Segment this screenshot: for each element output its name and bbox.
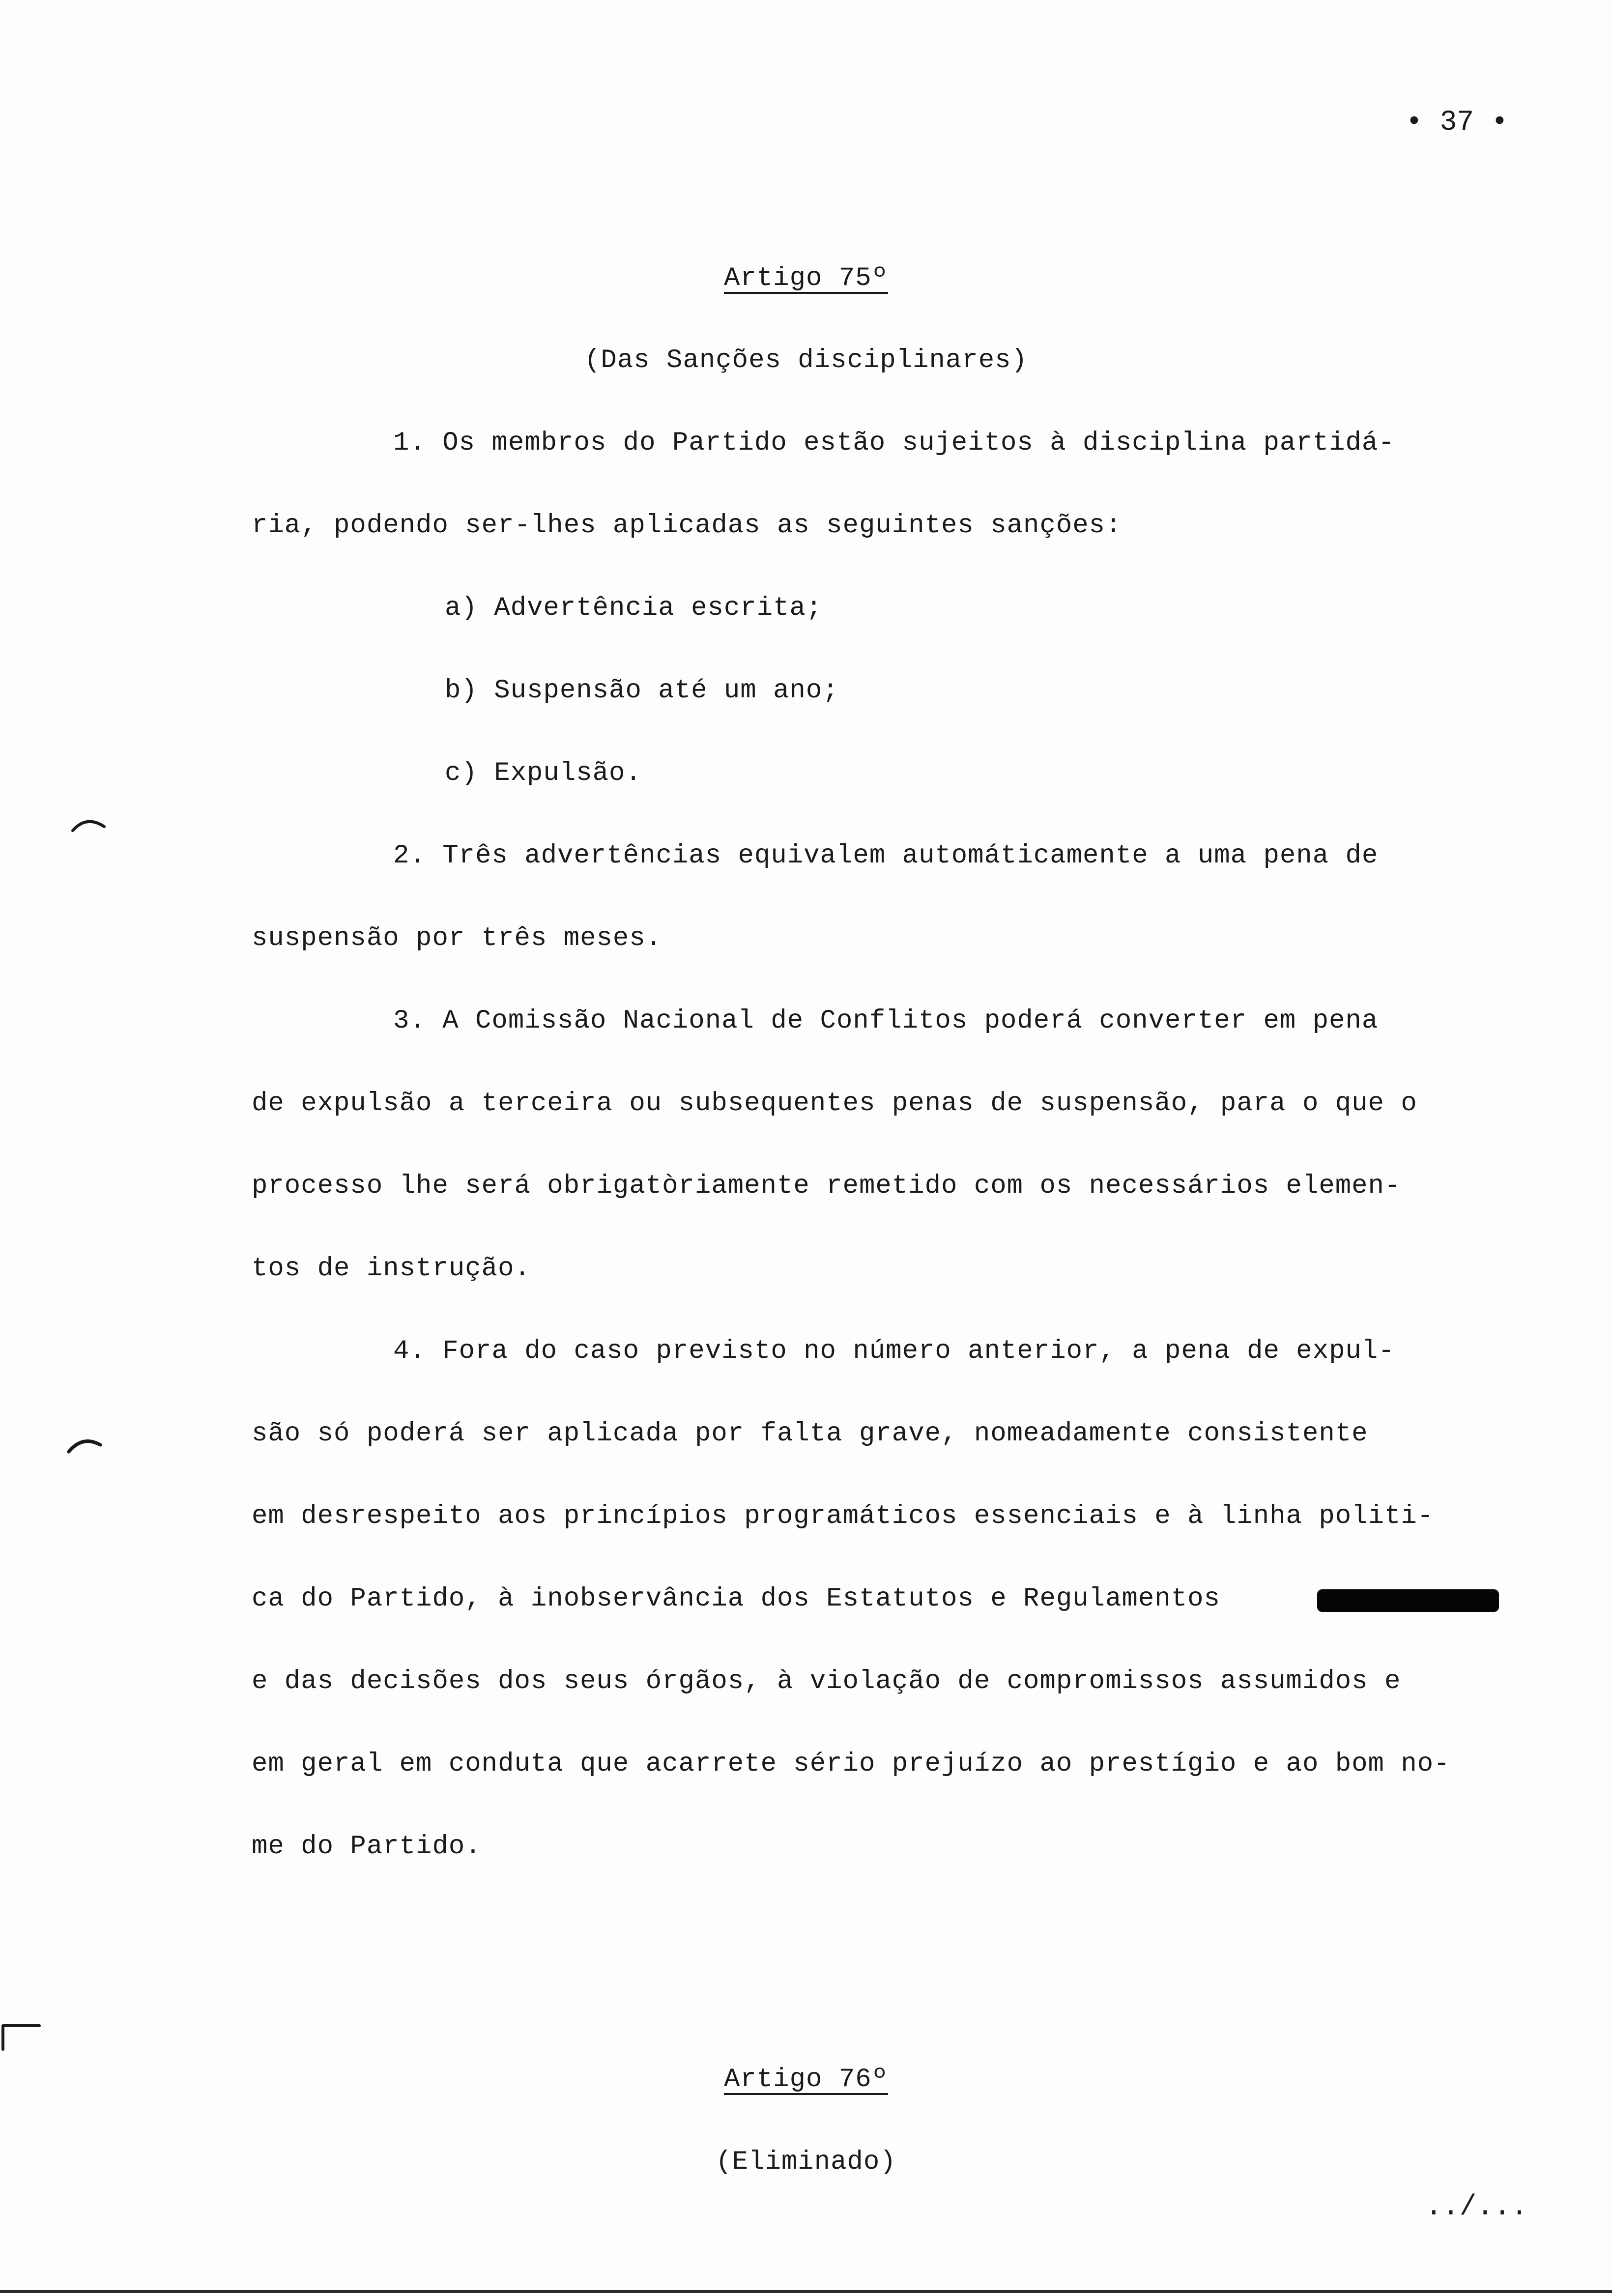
paragraph-4-line-1: 4. Fora do caso previsto no número anterior, a pena de expul- <box>393 1336 1395 1366</box>
page-bottom-edge <box>0 2290 1612 2293</box>
paragraph-3-line-3: processo lhe será obrigatòriamente remetido com os necessários elemen- <box>252 1171 1401 1201</box>
paragraph-1-line-2: ria, podendo ser-lhes aplicadas as seguintes sanções: <box>252 511 1122 541</box>
article-76-title: Artigo 76º <box>723 2065 889 2095</box>
paragraph-4-line-5: e das decisões dos seus órgãos, à violação de compromissos assumidos e <box>252 1666 1401 1696</box>
paragraph-4-line-6: em geral em conduta que acarrete sério prejuízo ao prestígio e ao bom no- <box>252 1749 1450 1779</box>
continuation-mark: ../... <box>1425 2191 1528 2223</box>
binder-mark-icon <box>64 1425 103 1464</box>
paragraph-4-line-7: me do Partido. <box>252 1832 482 1862</box>
article-76-subtitle: (Eliminado) <box>716 2147 896 2177</box>
paragraph-4-line-4: ca do Partido, à inobservância dos Estatutos e Regulamentos <box>252 1584 1220 1614</box>
paragraph-2-line-1: 2. Três advertências equivalem automáticamente a uma pena de <box>393 841 1379 871</box>
paragraph-3-line-4: tos de instrução. <box>252 1254 531 1284</box>
binder-mark-icon <box>69 806 108 845</box>
list-item-c: c) Expulsão. <box>445 758 642 788</box>
redaction-mark <box>1317 1589 1499 1612</box>
list-item-a: a) Advertência escrita; <box>445 593 823 623</box>
paragraph-1-line-1: 1. Os membros do Partido estão sujeitos à disciplina partidá- <box>393 428 1395 458</box>
article-75-title: Artigo 75º <box>723 263 889 293</box>
paragraph-4-line-3: em desrespeito aos princípios programáticos essenciais e à linha politi- <box>252 1501 1434 1531</box>
corner-mark-icon <box>0 2020 44 2054</box>
paragraph-3-line-2: de expulsão a terceira ou subsequentes penas de suspensão, para o que o <box>252 1089 1417 1119</box>
page-number: • 37 • <box>1406 107 1508 139</box>
article-75-subtitle: (Das Sanções disciplinares) <box>584 345 1028 375</box>
paragraph-4-line-2: são só poderá ser aplicada por falta grave, nomeadamente consistente <box>252 1419 1368 1449</box>
paragraph-3-line-1: 3. A Comissão Nacional de Conflitos poderá converter em pena <box>393 1006 1379 1036</box>
paragraph-2-line-2: suspensão por três meses. <box>252 923 662 953</box>
list-item-b: b) Suspensão até um ano; <box>445 676 839 706</box>
